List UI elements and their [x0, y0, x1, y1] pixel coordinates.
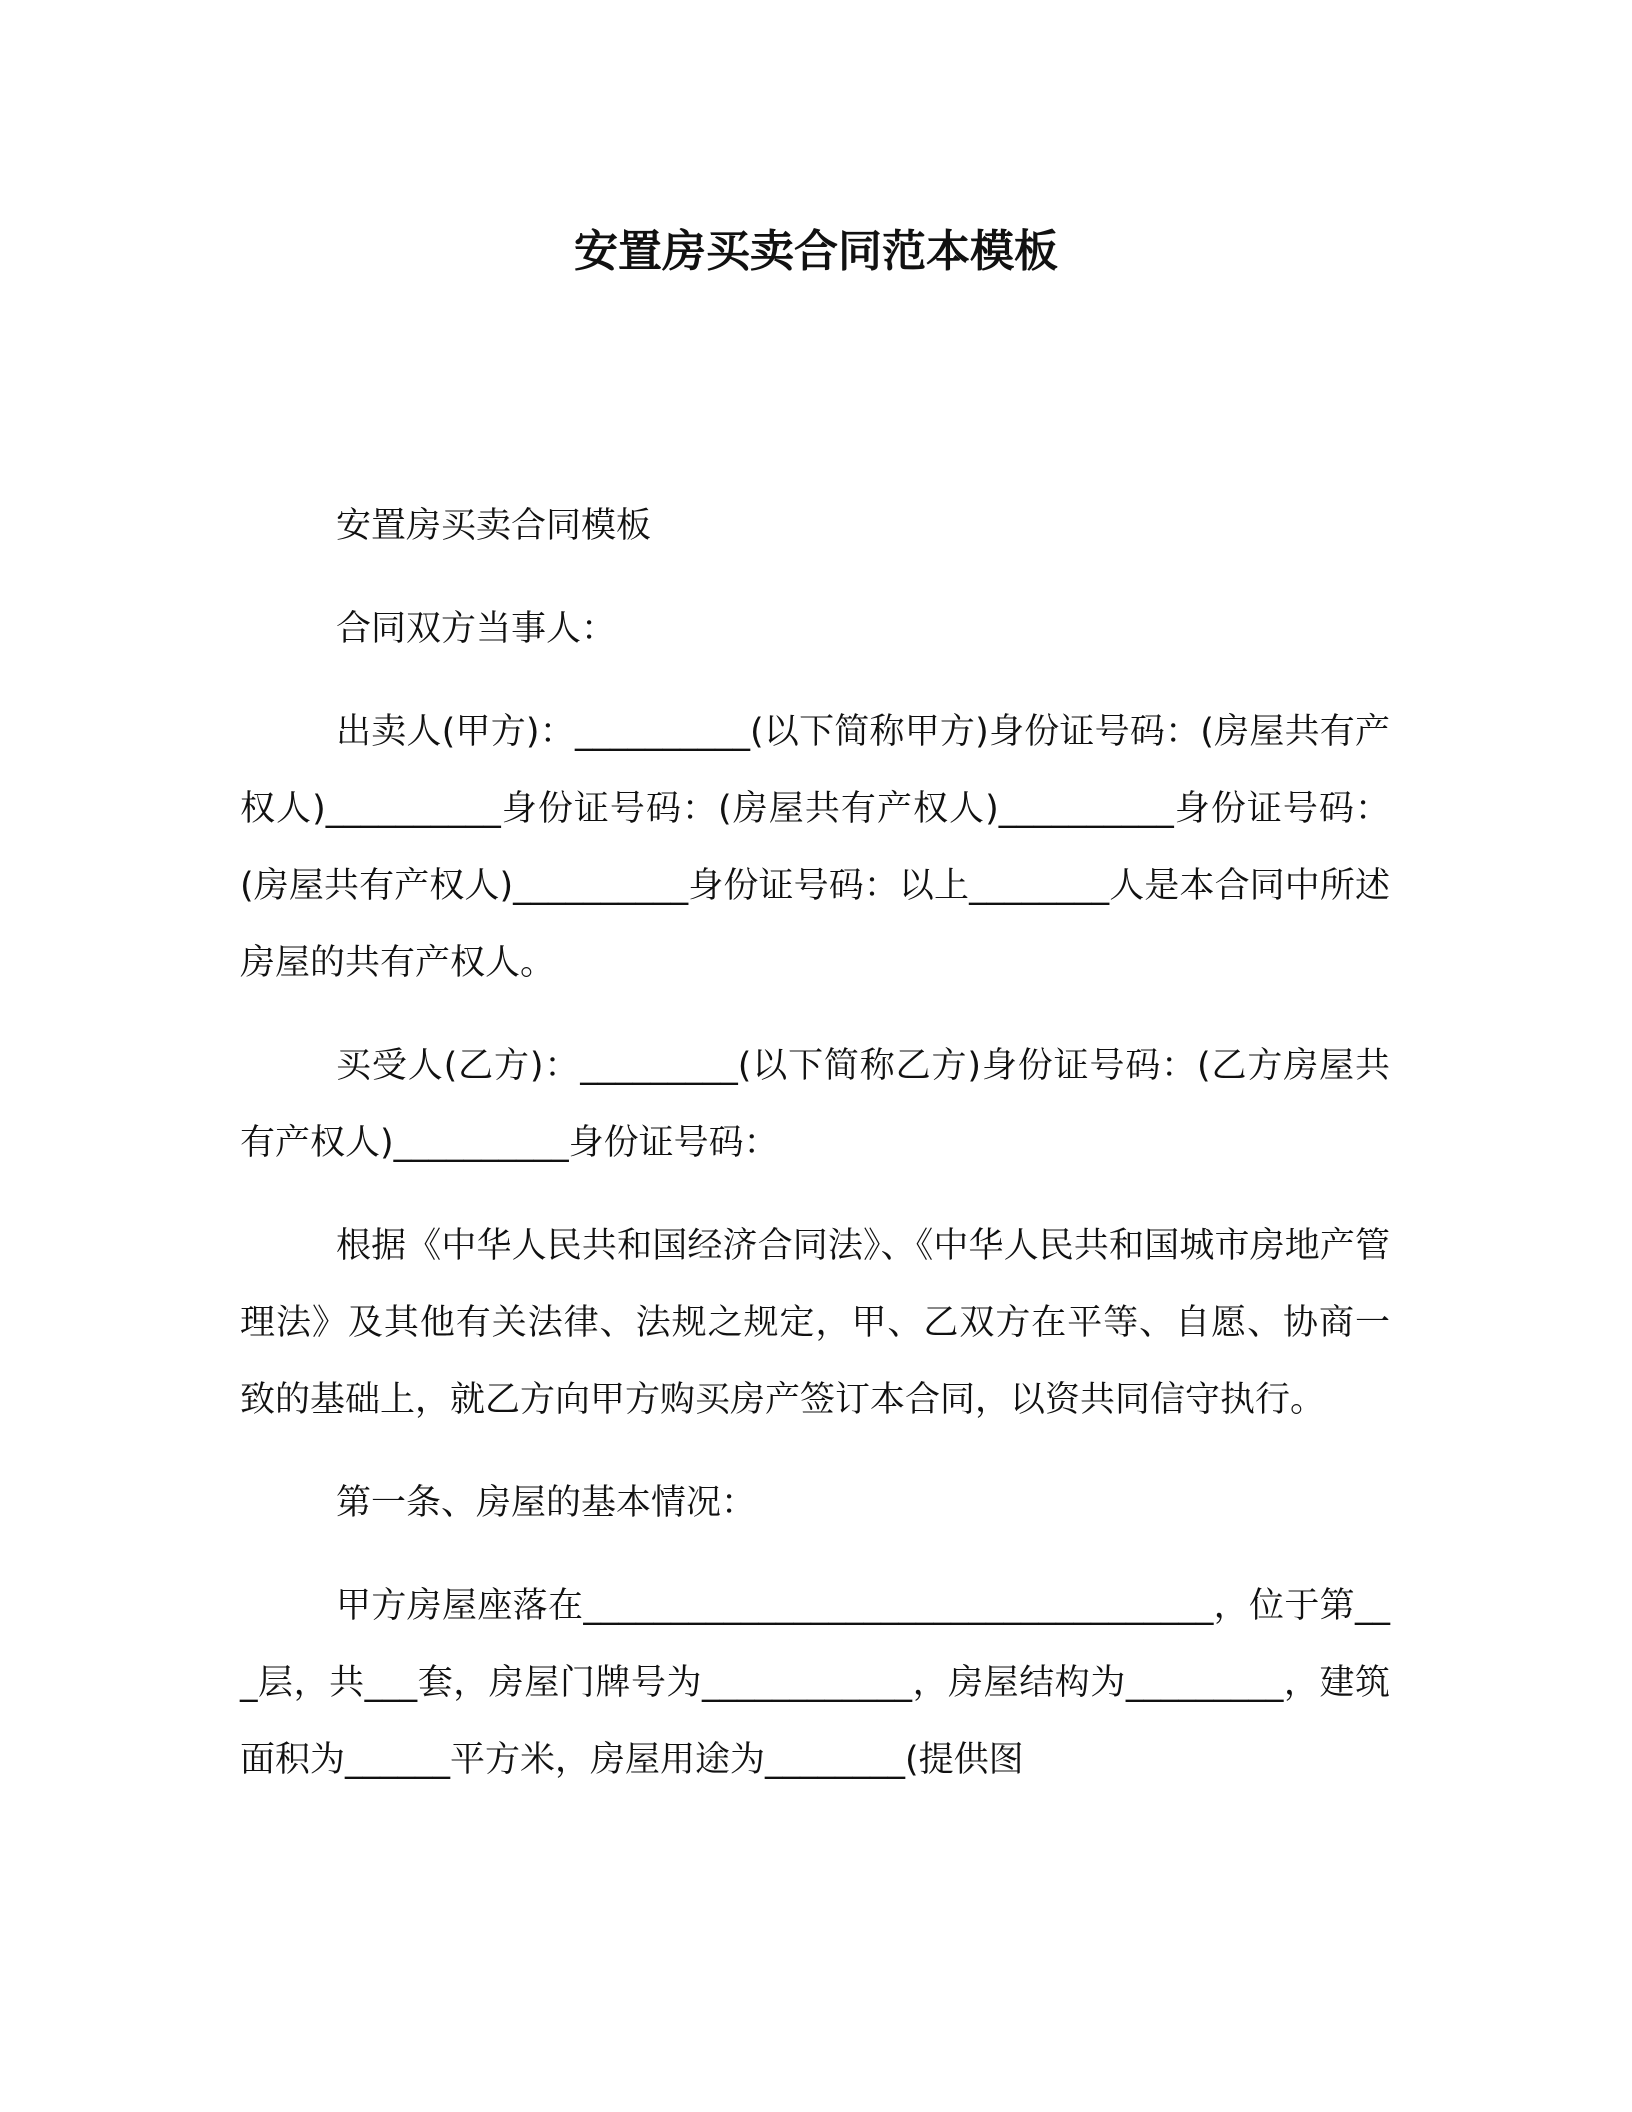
paragraph-parties-heading: 合同双方当事人： [336, 609, 617, 649]
paragraph-property-details: 甲方房屋座落在____________________________________，位于第___层，共___套，房屋门牌号为____________，房屋结构为_________，建筑面积为______平方米，房屋用途为________(提供图 [240, 1586, 1390, 1780]
paragraph-seller: 出卖人(甲方)：__________(以下简称甲方)身份证号码：(房屋共有产权人)__________身份证号码：(房屋共有产权人)__________身份证号码：(房屋共有产权人)__________身份证号码：以上________人是本合同中所述房屋的共有产权人。 [240, 712, 1390, 983]
document-title: 安置房买卖合同范本模板 [574, 226, 1058, 277]
paragraph-buyer: 买受人(乙方)：_________(以下简称乙方)身份证号码：(乙方房屋共有产权人)__________身份证号码： [240, 1046, 1390, 1163]
paragraph-legal-basis: 根据《中华人民共和国经济合同法》、《中华人民共和国城市房地产管理法》及其他有关法律、法规之规定，甲、乙双方在平等、自愿、协商一致的基础上，就乙方向甲方购买房产签订本合同，以资共同信守执行。 [240, 1226, 1390, 1420]
paragraph-subtitle: 安置房买卖合同模板 [336, 506, 652, 546]
paragraph-article-one-heading: 第一条、房屋的基本情况： [336, 1483, 757, 1523]
document-body [240, 488, 1390, 1825]
